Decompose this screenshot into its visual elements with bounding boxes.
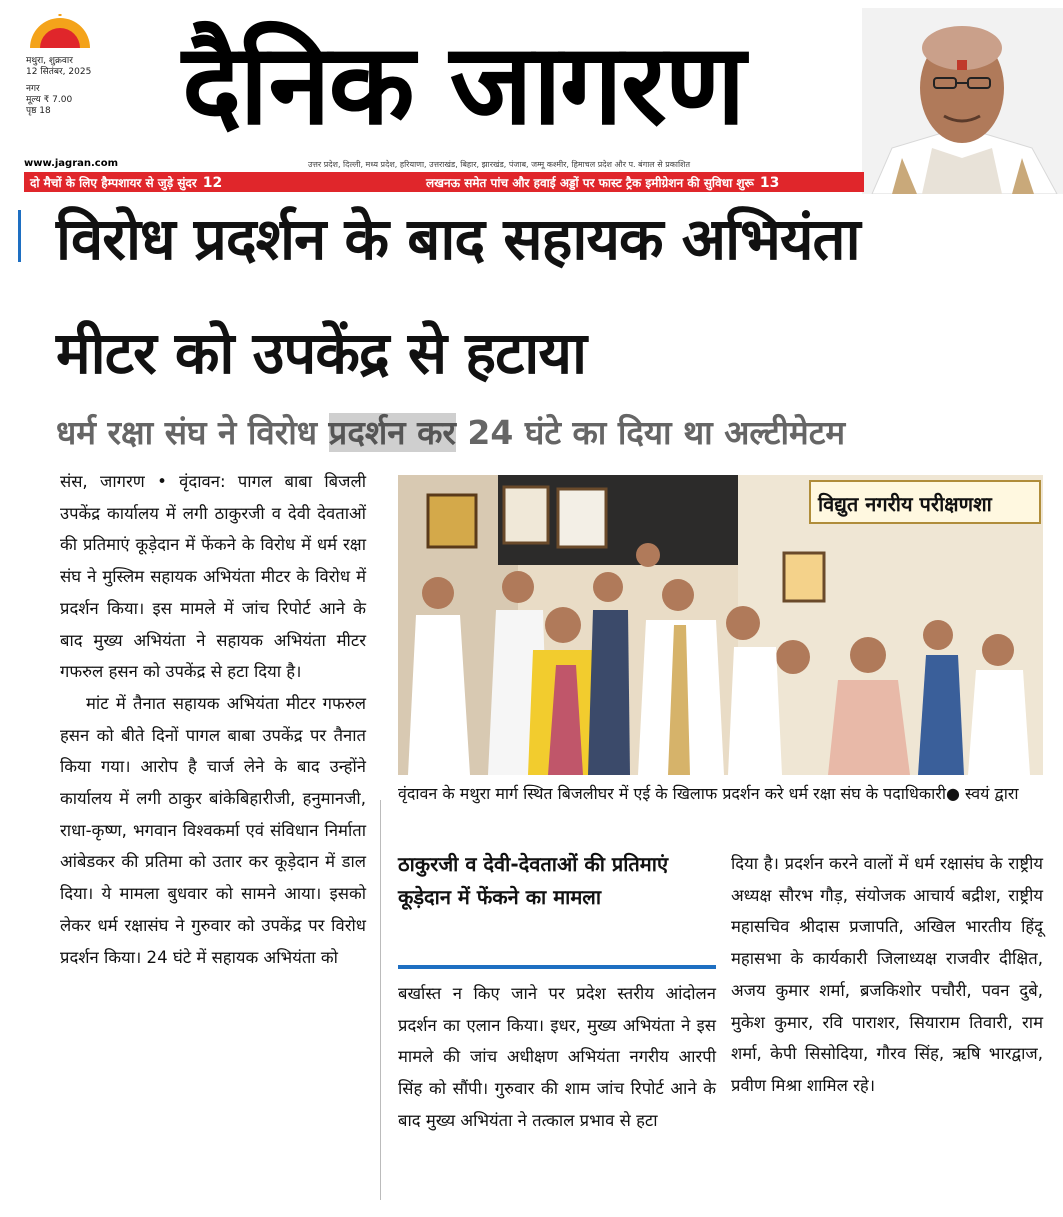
- city-day: मथुरा, शुक्रवार: [26, 56, 73, 66]
- deck: [56, 410, 845, 456]
- deck-after: 24 घंटे का दिया था अल्टीमेटम: [455, 413, 846, 452]
- body-column-3: [731, 848, 1043, 1102]
- column-divider: [380, 800, 381, 1200]
- teaser-left-text: दो मैचों के लिए हैम्पशायर से जुड़े सुंदर: [30, 176, 197, 190]
- protest-photo: [398, 475, 1043, 775]
- website-url: www.jagran.com: [24, 158, 119, 169]
- body-paragraph-2: मांट में तैनात सहायक अभियंता मीटर गफरुल हसन को बीते दिनों पागल बाबा उपकेंद्र पर तैनात किया गया। आरोप है चार्ज लेने के बाद उन्होंने कार्यालय में लगी ठाकुर बांकेबिहारीजी, हनुमानजी, राधा-कृष्ण, भगवान विश्वकर्मा एवं संविधान निर्माता आंबेडकर की प्रतिमा को उतार कर कूड़ेदान में डाल दिया। ये मामला बुधवार को सामने आया। इसको लेकर धर्म रक्षासंघ ने गुरुवार को उपकेंद्र पर विरोध प्रदर्शन किया। 24 घंटे में सहायक अभियंता को: [60, 693, 366, 967]
- teaser-right-text: लखनऊ समेत पांच और हवाई अड्डों पर फास्ट ट्रैक इमीग्रेशन की सुविधा शुरू: [426, 176, 754, 190]
- body-paragraph-1: संस, जागरण • वृंदावन: पागल बाबा बिजली उपकेंद्र कार्यालय में लगी ठाकुरजी व देवी देवताओं की प्रतिमाएं कूड़ेदान में फेंकने के विरोध में धर्म रक्षा संघ ने मुस्लिम सहायक अभियंता मीटर के विरोध में प्रदर्शन किया। इस मामले में जांच रिपोर्ट आने के बाद मुख्य अभियंता ने सहायक अभियंता मीटर गफरुल हसन को उपकेंद्र से हटा दिया है।: [60, 472, 366, 682]
- jagran-sun-logo-icon: [26, 14, 94, 50]
- price: मूल्य ₹ 7.00: [26, 95, 73, 105]
- teaser-bar: [24, 172, 864, 192]
- portrait-photo: [862, 8, 1063, 194]
- deck-highlight: प्रदर्शन कर: [328, 413, 456, 452]
- subheading-rule: [398, 965, 716, 969]
- body-paragraph-3: बर्खास्त न किए जाने पर प्रदेश स्तरीय आंदोलन प्रदर्शन का एलान किया। इधर, मुख्य अभियंता ने इस मामले की जांच अधीक्षण अभियंता नगरीय आरपी सिंह को सौंपी। गुरुवार की शाम जांच रिपोर्ट आने के बाद मुख्य अभियंता ने तत्काल प्रभाव से हटा: [398, 984, 716, 1130]
- photo-caption: वृंदावन के मथुरा मार्ग स्थित बिजलीघर में एई के खिलाफ प्रदर्शन करे धर्म रक्षा संघ के पदाधिकारी● स्वयं द्वारा: [398, 784, 1019, 803]
- accent-rule: [18, 210, 21, 262]
- teaser-left-page: 12: [202, 175, 223, 191]
- issue-date: 12 सितंबर, 2025: [26, 67, 92, 77]
- teaser-right-page: 13: [759, 175, 780, 191]
- deck-before: धर्म रक्षा संघ ने विरोध: [56, 413, 329, 452]
- body-paragraph-4: दिया है। प्रदर्शन करने वालों में धर्म रक्षासंघ के राष्ट्रीय अध्यक्ष सौरभ गौड़, संयोजक आचार्य बद्रीश, राष्ट्रीय महासचिव श्रीदास प्रजापति, अखिल भारतीय हिंदू महासभा के कार्यकारी जिलाध्यक्ष राजवीर दीक्षित, अजय कुमार शर्मा, ब्रजकिशोर पचौरी, पवन दुबे, मुकेश कुमार, रवि पाराशर, सियाराम तिवारी, राम शर्मा, केपी सिसोदिया, गौरव सिंह, ऋषि भारद्वाज, प्रवीण मिश्रा शामिल रहे।: [731, 854, 1043, 1095]
- teaser-right: [426, 174, 779, 191]
- page-count: पृष्ठ 18: [26, 106, 51, 116]
- newspaper-nameplate: दैनिक जागरण: [182, 20, 744, 150]
- edition: नगर: [26, 84, 40, 94]
- subheading: ठाकुरजी व देवी-देवताओं की प्रतिमाएं कूड़ेदान में फेंकने का मामला: [398, 852, 669, 909]
- headline-line-2: मीटर को उपकेंद्र से हटाया: [56, 319, 586, 387]
- dateline: [26, 56, 91, 117]
- editions-line: उत्तर प्रदेश, दिल्ली, मध्य प्रदेश, हरियाणा, उत्तराखंड, बिहार, झारखंड, पंजाब, जम्मू कश्मीर, हिमाचल प्रदेश और प. बंगाल से प्रकाशित: [308, 160, 691, 169]
- teaser-left: [30, 174, 222, 191]
- headline-line-1: विरोध प्रदर्शन के बाद सहायक अभियंता: [56, 205, 860, 273]
- body-column-1: [60, 466, 366, 973]
- body-column-2: [398, 978, 716, 1137]
- photo-sign-text: विद्युत नगरीय परीक्षणशा: [818, 492, 992, 516]
